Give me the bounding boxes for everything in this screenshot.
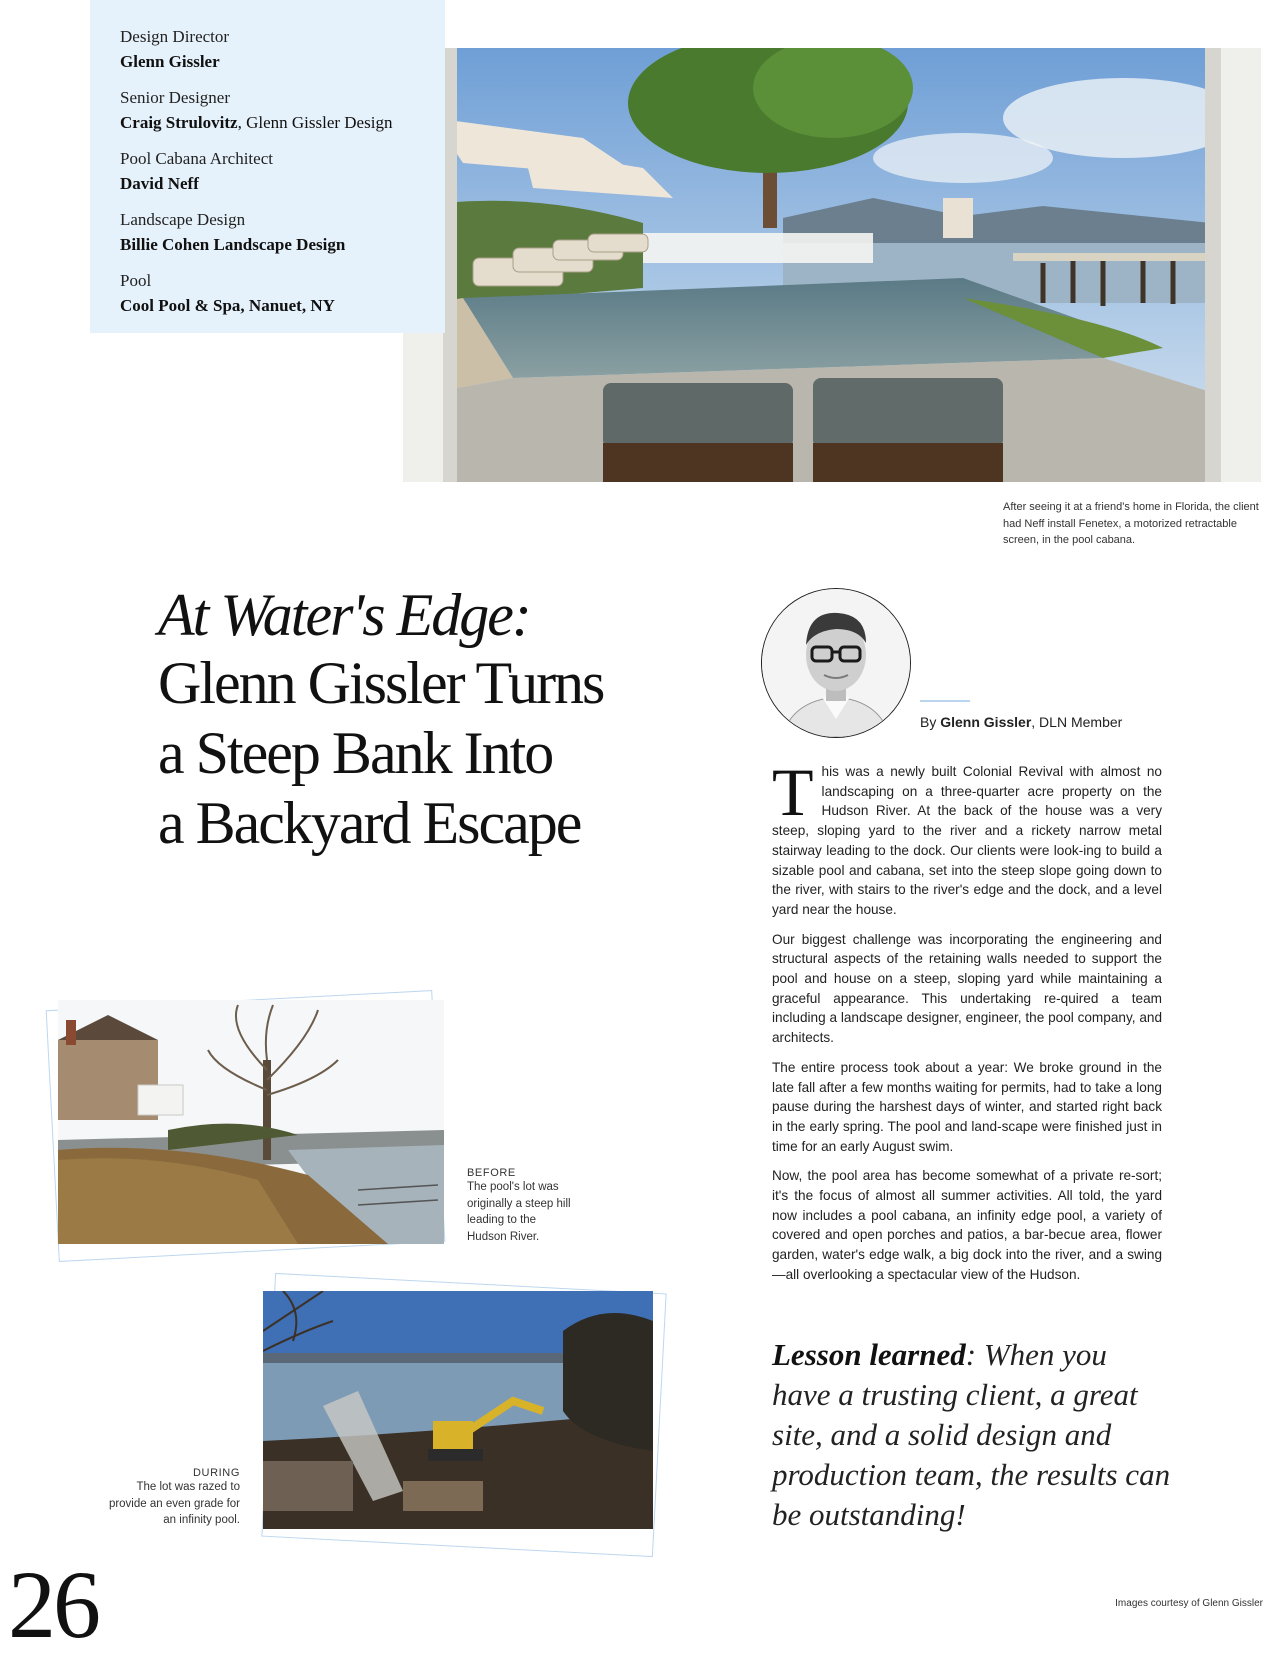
credit-name: Glenn Gissler xyxy=(120,52,220,71)
caption-label: DURING xyxy=(193,1467,240,1479)
during-caption xyxy=(105,1467,240,1529)
byline-membership: , DLN Member xyxy=(1031,714,1123,730)
credits-box xyxy=(90,0,445,333)
article-paragraph: Our biggest challenge was incorporating the engineering and structural aspects of the retaining walls needed to support the pool and house on a steep, sloping yard while maintaining a graceful appearance. This undertaking re-quired a team including a landscape designer, engineer, the pool company, and architects. xyxy=(772,931,1162,1046)
byline xyxy=(920,714,1122,730)
lesson-heading: Lesson learned xyxy=(772,1337,966,1372)
author-avatar xyxy=(761,588,911,738)
caption-label: BEFORE xyxy=(467,1167,516,1179)
paragraph-text: his was a newly built Colonial Revival with almost no landscaping on a three-quarter acre property on the Hudson River. At the back of the house was a very steep, sloping yard to the river and a rickety narrow metal stairway leading to the dock. Our clients were look-ing to build a sizable pool and cabana, set into the steep slope going down to the river, with stairs to the river's edge and the dock, and a level yard near the house. xyxy=(772,764,1162,917)
hero-pool-photo xyxy=(403,48,1261,482)
drop-cap: T xyxy=(772,754,814,830)
credit-name: Craig Strulovitz xyxy=(120,113,238,132)
credit-role: Design Director xyxy=(120,27,230,46)
caption-text: The pool's lot was originally a steep hill leading to the Hudson River. xyxy=(467,1181,571,1243)
byline-rule xyxy=(920,700,970,702)
credit-landscape-design xyxy=(120,207,445,257)
headline-line: Glenn Gissler Turns xyxy=(158,650,604,716)
credit-name: Billie Cohen Landscape Design xyxy=(120,235,346,254)
page-number: 26 xyxy=(8,1551,98,1658)
before-photo xyxy=(58,1000,444,1244)
credit-pool-cabana-architect xyxy=(120,146,445,196)
credit-pool xyxy=(120,268,445,318)
credit-name: David Neff xyxy=(120,174,199,193)
article-paragraph: The entire process took about a year: We broke ground in the late fall after a few months waiting for permits, had to take a long pause during the harshest days of winter, and started right back in the early spring. The pool and land-scape were finished just in time for an early August swim. xyxy=(772,1059,1162,1154)
article-body xyxy=(772,754,1162,1295)
pool-illustration xyxy=(403,48,1261,482)
credit-role: Pool Cabana Architect xyxy=(120,149,273,168)
article-paragraph xyxy=(772,754,1162,920)
credit-role: Landscape Design xyxy=(120,210,246,229)
hero-caption: After seeing it at a friend's home in Florida, the client had Neff install Fenetex, a motorized retractable screen, in the pool cabana. xyxy=(1003,501,1259,546)
caption-text: The lot was razed to provide an even grade for an infinity pool. xyxy=(108,1481,240,1526)
during-photo xyxy=(263,1291,653,1529)
before-illustration xyxy=(58,1000,444,1244)
during-illustration xyxy=(263,1291,653,1529)
article-paragraph: Now, the pool area has become somewhat of a private re-sort; it's the focus of almost all summer activities. All told, the yard now includes a pool cabana, an infinity edge pool, a variety of covered and open porches and patios, a bar-becue area, flower garden, water's edge walk, a big dock into the river, and a swing—all overlooking a spectacular view of the Hudson. xyxy=(772,1168,1162,1282)
credit-affiliation: , Glenn Gissler Design xyxy=(237,113,393,132)
headline-line: a Steep Bank Into xyxy=(158,720,553,786)
credit-design-director xyxy=(120,24,445,74)
credit-senior-designer xyxy=(120,85,445,135)
lesson-learned-pullquote xyxy=(772,1335,1172,1535)
headline-italic-line: At Water's Edge: xyxy=(158,582,530,648)
before-caption xyxy=(467,1167,577,1245)
image-credit: Images courtesy of Glenn Gissler xyxy=(1115,1598,1263,1609)
credit-name: Cool Pool & Spa, Nanuet, NY xyxy=(120,296,335,315)
credit-role: Pool xyxy=(120,271,152,290)
headline-line: a Backyard Escape xyxy=(158,790,581,856)
credit-role: Senior Designer xyxy=(120,88,231,107)
byline-prefix: By xyxy=(920,714,941,730)
lesson-text: : When you have a trusting client, a great site, and a solid design and production team, the results can be outstanding! xyxy=(772,1337,1171,1532)
byline-author: Glenn Gissler xyxy=(940,714,1032,730)
author-portrait xyxy=(762,589,910,737)
article-headline xyxy=(158,582,638,858)
